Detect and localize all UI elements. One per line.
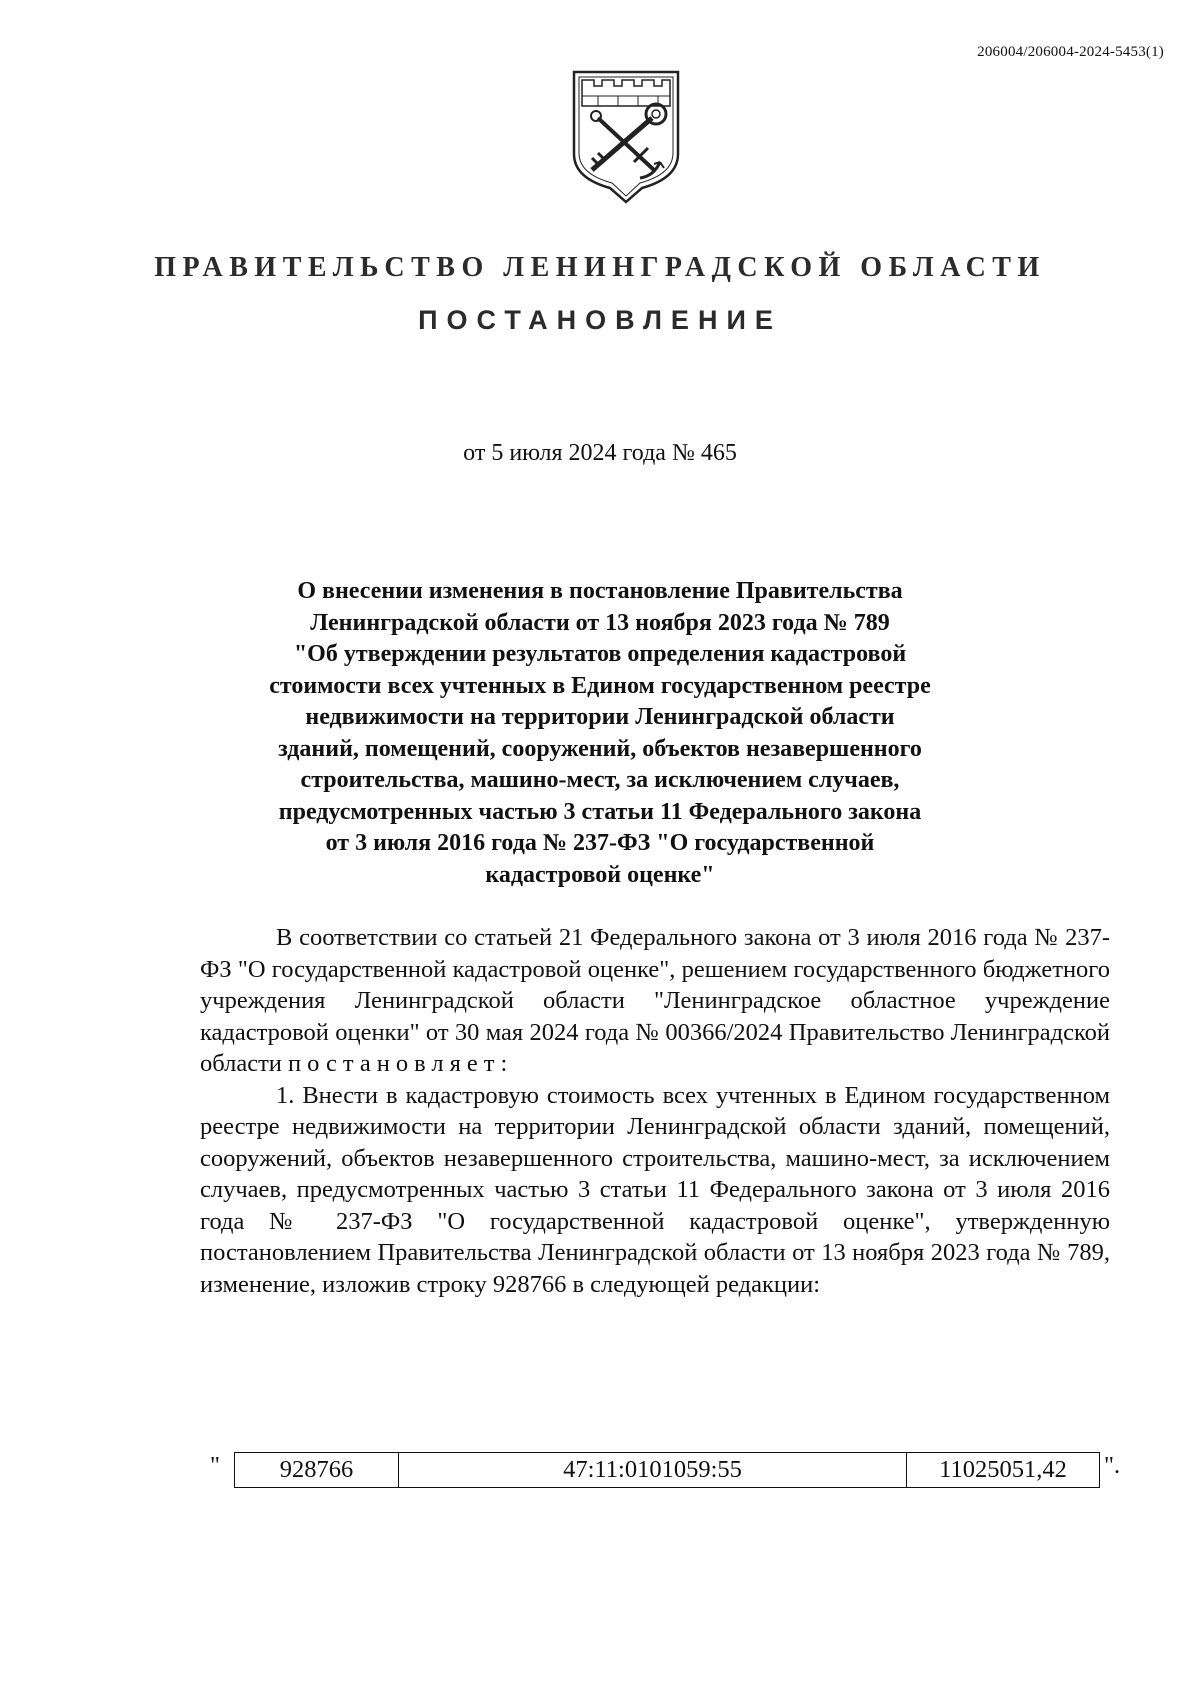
subject-line: О внесении изменения в постановление Правительства <box>297 578 903 604</box>
subject-line: кадастровой оценке" <box>485 861 715 888</box>
document-type-heading: ПОСТАНОВЛЕНИЕ <box>418 305 782 335</box>
cadastral-number-cell: 47:11:0101059:55 <box>399 1453 907 1487</box>
subject-line: стоимости всех учтенных в Едином государственном реестре <box>269 672 931 699</box>
subject-line: от 3 июля 2016 года № 237-ФЗ "О государственной <box>325 830 875 856</box>
subject-line: Ленинградской области от 13 ноября 2023 года № 789 <box>310 609 890 636</box>
close-quote: ". <box>1104 1452 1121 1479</box>
clause-1-paragraph: 1. Внести в кадастровую стоимость всех учтенных в Едином государственном реестре недвижимости на территории Ленинградской области зданий, помещений, сооружений, объектов незавершенного строительства, машино-мест, за исключением случаев, предусмотренных частью 3 статьи 11 Федерального закона от 3 июля 2016 года № 237-ФЗ "О государственной кадастровой оценке", утвержденную постановлением Правительства Ленинградской области от 13 ноября 2023 года № 789, изменение, изложив строку 928766 в следующей редакции: <box>200 1081 1110 1298</box>
government-title: ПРАВИТЕЛЬСТВО ЛЕНИНГРАДСКОЙ ОБЛАСТИ <box>154 252 1046 283</box>
subject-line: зданий, помещений, сооружений, объектов незавершенного <box>278 735 922 762</box>
open-quote: " <box>210 1452 221 1479</box>
coat-of-arms-emblem <box>568 66 684 206</box>
resolves-word: постановляет: <box>288 1050 514 1077</box>
subject-line: строительства, машино-мест, за исключением случаев, <box>300 767 900 793</box>
amended-row <box>210 1452 1121 1492</box>
preamble-text: В соответствии со статьей 21 Федерального закона от 3 июля 2016 года № 237-ФЗ "О государственной кадастровой оценке", решением государственного бюджетного учреждения Ленинградской области "Ленинградское областное учреждение кадастровой оценки" от 30 мая 2024 года № 00366/2024 Правительство Ленинградской области <box>200 924 1110 1077</box>
subject-line: предусмотренных частью 3 статьи 11 Федерального закона <box>278 798 922 825</box>
preamble-paragraph <box>200 922 1110 1080</box>
row-number-cell: 928766 <box>235 1453 399 1487</box>
subject-line: "Об утверждении результатов определения кадастровой <box>293 641 907 667</box>
document-subject <box>240 576 960 891</box>
subject-line: недвижимости на территории Ленинградской области <box>305 704 895 730</box>
document-body <box>200 922 1110 1300</box>
amended-row-table <box>234 1452 1100 1488</box>
cadastral-value-cell: 11025051,42 <box>939 1456 1067 1483</box>
document-registration-number: 206004/206004-2024-5453(1) <box>977 44 1164 60</box>
document-date-line: от 5 июля 2024 года № 465 <box>463 440 737 466</box>
